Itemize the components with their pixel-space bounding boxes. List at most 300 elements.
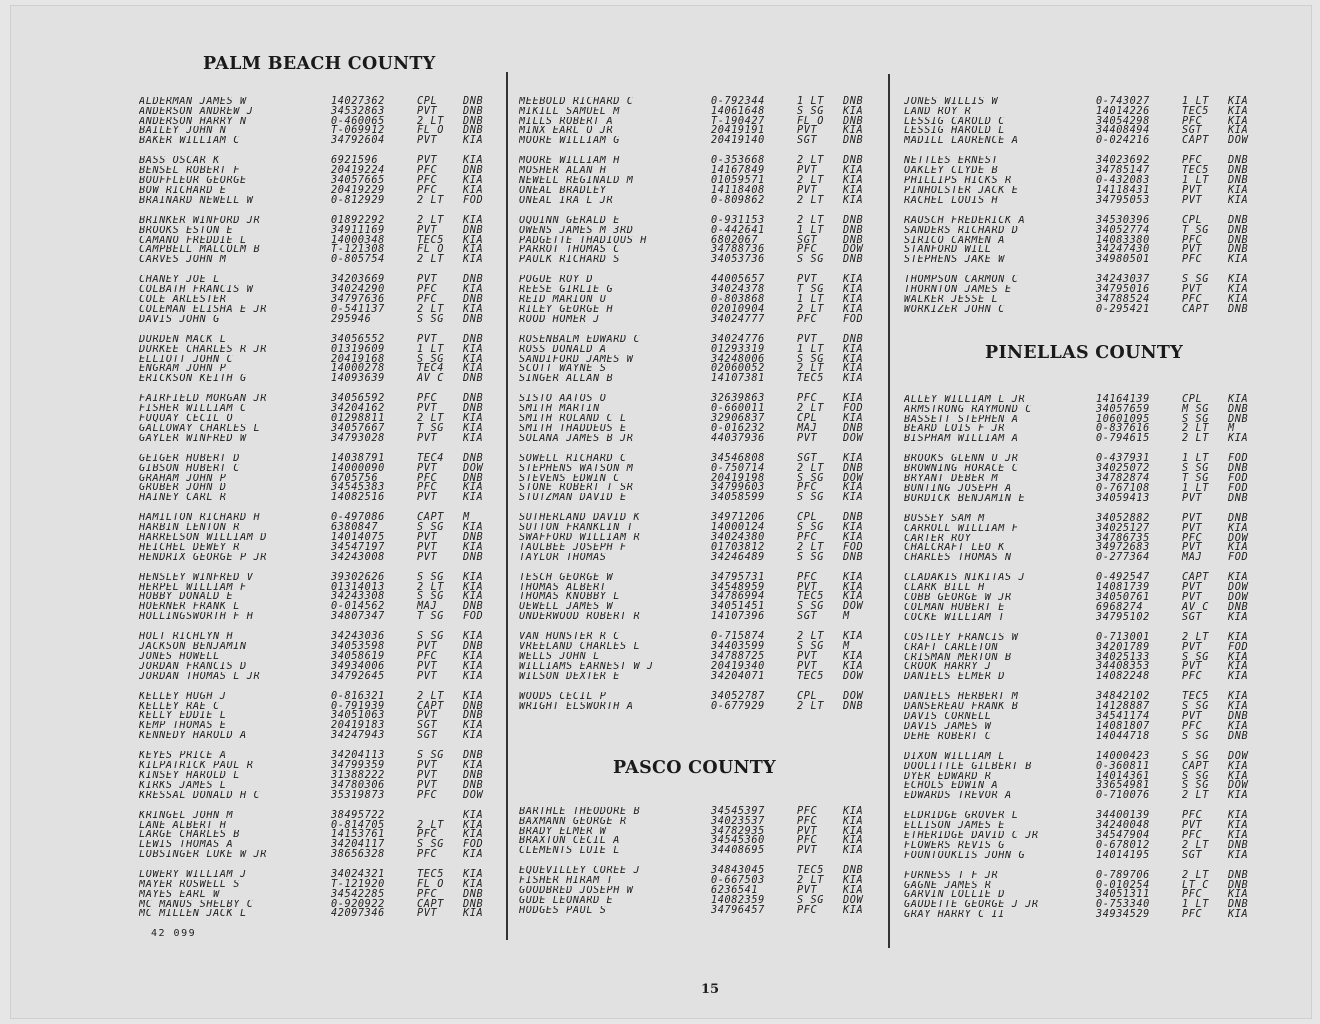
serial-number: 34059413 xyxy=(1096,492,1150,504)
status-code: KIA xyxy=(463,720,484,732)
roster-entry xyxy=(139,285,503,295)
rank: PVT xyxy=(417,155,438,167)
serial-number: 6380847 xyxy=(331,522,379,534)
status-code: DNB xyxy=(463,700,484,712)
roster-entry xyxy=(904,553,1268,563)
status-code: DNB xyxy=(463,779,484,791)
soldier-name: EDWARDS TREVOR A xyxy=(904,791,1012,801)
roster-entry xyxy=(139,414,503,424)
soldier-name: HAINEY CARL R xyxy=(139,493,227,503)
status-code: KIA xyxy=(1228,254,1249,266)
rank: PFC xyxy=(1182,155,1203,167)
status-code: DOW xyxy=(843,432,864,444)
roster-entry xyxy=(139,345,503,355)
status-code: DNB xyxy=(1228,165,1249,177)
roster-entry xyxy=(139,692,503,702)
status-code: KIA xyxy=(843,105,864,117)
rank: MAJ xyxy=(797,422,818,434)
roster-entry xyxy=(519,464,883,474)
serial-number: 0-667503 xyxy=(711,875,765,887)
palm-beach-list-column-1 xyxy=(139,97,503,930)
soldier-name: RACHEL LOUIS H xyxy=(904,195,999,206)
rank: PVT xyxy=(1182,512,1203,524)
roster-entry xyxy=(904,643,1268,653)
status-code: KIA xyxy=(463,303,484,315)
status-code: DOW xyxy=(1228,582,1249,594)
serial-number: 34052787 xyxy=(711,690,765,702)
serial-number: 34024378 xyxy=(711,284,765,296)
status-code: DNB xyxy=(463,898,484,910)
soldier-name: SMITH MARTIN xyxy=(519,404,600,415)
roster-entry xyxy=(139,315,503,325)
status-code: DNB xyxy=(843,115,864,127)
roster-entry xyxy=(519,662,883,672)
serial-number: 34051451 xyxy=(711,601,765,613)
roster-entry xyxy=(904,881,1268,891)
soldier-name: BUSSEY SAM M xyxy=(904,513,985,524)
status-code: DNB xyxy=(463,224,484,236)
status-code: DOW xyxy=(843,244,864,256)
soldier-name: SOLANA JAMES B JR xyxy=(519,433,634,444)
status-code: DNB xyxy=(1228,413,1249,425)
roster-entry xyxy=(519,97,883,107)
serial-number: 34054298 xyxy=(1096,115,1150,127)
serial-number: 0-750714 xyxy=(711,462,765,474)
soldier-name: SOWELL RICHARD C xyxy=(519,453,627,464)
serial-number: 31388222 xyxy=(331,769,385,781)
status-code: DNB xyxy=(843,462,864,474)
serial-number: 34788725 xyxy=(711,650,765,662)
serial-number: 39302626 xyxy=(331,571,385,583)
rank: 2 LT xyxy=(797,363,824,375)
roster-entry xyxy=(139,909,503,919)
serial-number: 44037936 xyxy=(711,432,765,444)
roster-entry xyxy=(904,494,1268,504)
soldier-name: KELLY EDDIE L xyxy=(139,711,227,722)
soldier-name: LANE ALBERT H xyxy=(139,820,227,831)
rank: 2 LT xyxy=(797,303,824,315)
soldier-name: WELLS JOHN L xyxy=(519,651,600,662)
roster-entry xyxy=(904,662,1268,672)
rank: CPL xyxy=(1182,394,1203,405)
soldier-name: ONEAL IRA L JR xyxy=(519,195,614,206)
roster-entry xyxy=(519,156,883,166)
rank: TEC4 xyxy=(417,452,444,464)
rank: PFC xyxy=(1182,720,1203,732)
status-code: DNB xyxy=(463,294,484,306)
serial-number: 34799359 xyxy=(331,760,385,772)
soldier-name: MILLS ROBERT A xyxy=(519,116,614,127)
rank: TEC4 xyxy=(417,363,444,375)
serial-number: 02060052 xyxy=(711,363,765,375)
rank: PVT xyxy=(417,462,438,474)
serial-number: 34796457 xyxy=(711,904,765,916)
roster-entry xyxy=(904,841,1268,851)
rank: S SG xyxy=(797,894,824,906)
soldier-name: HOBBY DONALD E xyxy=(139,592,234,603)
serial-number: 34934006 xyxy=(331,660,385,672)
roster-entry xyxy=(139,176,503,186)
soldier-name: COBB GEORGE W JR xyxy=(904,593,1012,603)
roster-entry xyxy=(139,275,503,285)
roster-entry xyxy=(139,731,503,741)
soldier-name: HOLT RICHLYN H xyxy=(139,632,234,643)
serial-number: 0-931153 xyxy=(711,214,765,226)
status-code: DNB xyxy=(843,155,864,167)
status-code: KIA xyxy=(843,303,864,315)
roster-entry xyxy=(139,236,503,246)
roster-entry xyxy=(519,404,883,414)
soldier-name: ROSS DONALD A xyxy=(519,344,607,355)
status-code: KIA xyxy=(843,806,864,817)
roster-entry xyxy=(904,226,1268,236)
roster-entry xyxy=(139,335,503,345)
status-code: FOD xyxy=(1228,473,1249,485)
status-code: DNB xyxy=(1228,214,1249,226)
rank: 2 LT xyxy=(417,581,444,593)
rank: 2 LT xyxy=(417,690,444,702)
roster-entry xyxy=(904,900,1268,910)
roster-entry xyxy=(139,652,503,662)
roster-entry xyxy=(519,126,883,136)
roster-group xyxy=(519,335,883,384)
roster-group xyxy=(519,513,883,562)
serial-number: 14000348 xyxy=(331,234,385,246)
roster-entry xyxy=(139,493,503,503)
roster-entry xyxy=(519,807,883,817)
serial-number: 14107396 xyxy=(711,611,765,623)
status-code: KIA xyxy=(1228,115,1249,127)
rank: 2 LT xyxy=(1182,423,1209,435)
soldier-name: ARMSTRONG RAYMOND C xyxy=(904,404,1032,415)
rank: PVT xyxy=(797,333,818,345)
status-code: KIA xyxy=(1228,433,1249,445)
roster-entry xyxy=(519,394,883,404)
roster-group xyxy=(139,216,503,265)
soldier-name: EQUEVILLEY COREE J xyxy=(519,866,641,877)
roster-entry xyxy=(904,791,1268,801)
serial-number: 34247430 xyxy=(1096,244,1150,256)
soldier-name: FUQUAY CECIL O xyxy=(139,414,234,424)
status-code: KIA xyxy=(1228,631,1249,643)
soldier-name: SINGER ALLAN B xyxy=(519,374,614,384)
soldier-name: CLARK BILL H xyxy=(904,583,985,594)
status-code: DNB xyxy=(463,373,484,385)
roster-entry xyxy=(519,523,883,533)
status-code: DNB xyxy=(843,865,864,877)
roster-entry xyxy=(139,642,503,652)
serial-number: 34051063 xyxy=(331,710,385,722)
serial-number: 14153761 xyxy=(331,829,385,841)
rank: 2 LT xyxy=(797,403,824,415)
soldier-name: STEPHENS WATSON M xyxy=(519,463,634,474)
status-code: KIA xyxy=(463,343,484,355)
rank: CPL xyxy=(797,512,818,524)
serial-number: 14083380 xyxy=(1096,234,1150,246)
serial-number: 34934529 xyxy=(1096,909,1150,921)
soldier-name: GRAHAM JOHN P xyxy=(139,473,227,484)
rank: SGT xyxy=(797,611,818,623)
roster-entry xyxy=(904,196,1268,206)
soldier-name: HAMILTON RICHARD H xyxy=(139,513,261,524)
serial-number: 20419168 xyxy=(331,353,385,365)
status-code: DNB xyxy=(463,531,484,543)
roster-entry xyxy=(904,821,1268,831)
palm-beach-list-column-3 xyxy=(904,97,1268,325)
soldier-name: CLADAKIS NIKITAS J xyxy=(904,573,1026,584)
serial-number: 34785147 xyxy=(1096,165,1150,177)
serial-number: 01298811 xyxy=(331,413,385,425)
status-code: DNB xyxy=(1228,155,1249,167)
serial-number: 34793028 xyxy=(331,432,385,444)
rank: 1 LT xyxy=(1182,175,1209,187)
soldier-name: HENSLEY WINFRED V xyxy=(139,572,254,583)
rank: SGT xyxy=(417,730,438,742)
roster-entry xyxy=(139,474,503,484)
roster-group xyxy=(139,811,503,860)
soldier-name: ECHOLS EDWIN A xyxy=(904,781,999,792)
soldier-name: MIKILL SAMUEL M xyxy=(519,106,621,117)
roster-entry xyxy=(904,305,1268,315)
serial-number: 34058599 xyxy=(711,492,765,504)
serial-number: 0-360811 xyxy=(1096,760,1150,772)
status-code: DOW xyxy=(463,789,484,801)
roster-entry xyxy=(904,543,1268,553)
roster-entry xyxy=(904,613,1268,623)
soldier-name: HARRELSON WILLIAM D xyxy=(139,532,267,543)
roster-group xyxy=(904,811,1268,860)
rank: PFC xyxy=(797,393,818,405)
status-code: DNB xyxy=(843,512,864,524)
roster-entry xyxy=(519,176,883,186)
rank: 2 LT xyxy=(1182,869,1209,881)
pinellas-list xyxy=(904,395,1268,930)
status-code: KIA xyxy=(843,413,864,425)
rank: 1 LT xyxy=(1182,453,1209,465)
soldier-name: GUDE LEONARD E xyxy=(519,895,614,906)
status-code: DNB xyxy=(1228,234,1249,246)
roster-entry xyxy=(519,364,883,374)
rank: PFC xyxy=(1182,294,1203,306)
status-code: KIA xyxy=(463,492,484,504)
roster-entry xyxy=(519,846,883,856)
roster-entry xyxy=(139,702,503,712)
serial-number: 34792645 xyxy=(331,670,385,682)
status-code: KIA xyxy=(463,819,484,831)
roster-group xyxy=(139,97,503,146)
soldier-name: ALDERMAN JAMES W xyxy=(139,97,247,107)
roster-entry xyxy=(139,602,503,612)
serial-number: 0-660011 xyxy=(711,403,765,415)
roster-entry xyxy=(139,245,503,255)
roster-entry xyxy=(139,434,503,444)
rank: T SG xyxy=(417,611,444,623)
status-code: KIA xyxy=(843,591,864,603)
roster-entry xyxy=(904,136,1268,146)
rank: PVT xyxy=(417,769,438,781)
roster-entry xyxy=(519,315,883,325)
status-code: KIA xyxy=(843,885,864,897)
soldier-name: WOODS CECIL P xyxy=(519,691,607,702)
status-code: DNB xyxy=(1228,303,1249,315)
status-code: KIA xyxy=(843,660,864,672)
roster-entry xyxy=(519,573,883,583)
soldier-name: WALKER JESSE L xyxy=(904,295,999,305)
serial-number: 0-743027 xyxy=(1096,96,1150,107)
rank: CAPT xyxy=(417,512,444,524)
serial-number: 34024321 xyxy=(331,869,385,881)
soldier-name: MAYER ROSWELL S xyxy=(139,880,241,890)
roster-entry xyxy=(519,672,883,682)
rank: 2 LT xyxy=(417,819,444,831)
rank: CAPT xyxy=(1182,572,1209,584)
status-code: KIA xyxy=(843,522,864,534)
serial-number: 0-814705 xyxy=(331,819,385,831)
rank: PFC xyxy=(1182,889,1203,901)
serial-number: 34023537 xyxy=(711,815,765,827)
status-code: KIA xyxy=(843,571,864,583)
rank: PVT xyxy=(1182,592,1203,604)
serial-number: 0-295421 xyxy=(1096,303,1150,315)
status-code: DOW xyxy=(843,894,864,906)
roster-entry xyxy=(519,543,883,553)
roster-group xyxy=(139,513,503,562)
soldier-name: JORDAN THOMAS L JR xyxy=(139,671,261,682)
status-code: DNB xyxy=(1228,879,1249,891)
soldier-name: UEWELL JAMES W xyxy=(519,602,614,613)
rank: PVT xyxy=(417,274,438,286)
status-code: KIA xyxy=(463,244,484,256)
roster-entry xyxy=(519,592,883,602)
serial-number: 14082516 xyxy=(331,492,385,504)
roster-group xyxy=(519,97,883,146)
rank: S SG xyxy=(797,254,824,266)
roster-entry xyxy=(139,196,503,206)
status-code: DNB xyxy=(463,393,484,405)
status-code: KIA xyxy=(463,432,484,444)
roster-entry xyxy=(519,186,883,196)
status-code: KIA xyxy=(843,274,864,286)
rank: S SG xyxy=(417,571,444,583)
status-code: KIA xyxy=(1228,760,1249,772)
roster-entry xyxy=(519,216,883,226)
serial-number: 6968274 xyxy=(1096,601,1144,613)
serial-number: 14000124 xyxy=(711,522,765,534)
soldier-name: UNDERWOOD ROBERT R xyxy=(519,612,641,622)
rank: PFC xyxy=(417,393,438,405)
rank: SGT xyxy=(797,234,818,246)
serial-number: 34025133 xyxy=(1096,651,1150,663)
soldier-name: DAVIS JAMES W xyxy=(904,721,992,732)
rank: PVT xyxy=(1182,582,1203,594)
rank: AV C xyxy=(1182,601,1209,613)
status-code: M xyxy=(1228,423,1235,435)
rank: PVT xyxy=(417,403,438,415)
roster-entry xyxy=(904,573,1268,583)
roster-entry xyxy=(139,107,503,117)
status-code: KIA xyxy=(1228,829,1249,841)
rank: FL O xyxy=(417,125,444,137)
roster-entry xyxy=(139,672,503,682)
rank: TEC5 xyxy=(797,591,824,603)
status-code: DNB xyxy=(463,551,484,563)
soldier-name: DURDEN MACK L xyxy=(139,334,227,345)
serial-number: 14082359 xyxy=(711,894,765,906)
rank: PVT xyxy=(417,531,438,543)
status-code: FOD xyxy=(463,194,484,206)
rank: 2 LT xyxy=(1182,790,1209,802)
roster-entry xyxy=(519,136,883,146)
soldier-name: COLBATH FRANCIS W xyxy=(139,285,254,296)
rank: S SG xyxy=(1182,730,1209,742)
status-code: KIA xyxy=(1228,820,1249,832)
soldier-name: PARROT THOMAS C xyxy=(519,245,621,256)
soldier-name: FISHER WILLIAM C xyxy=(139,404,247,415)
serial-number: 34050761 xyxy=(1096,592,1150,604)
roster-entry xyxy=(904,593,1268,603)
soldier-name: ONEAL BRADLEY xyxy=(519,185,607,196)
serial-number: 14081739 xyxy=(1096,582,1150,594)
roster-entry xyxy=(904,216,1268,226)
status-code: KIA xyxy=(1228,661,1249,673)
roster-group xyxy=(519,866,883,915)
roster-entry xyxy=(139,890,503,900)
roster-entry xyxy=(904,295,1268,305)
roster-entry xyxy=(519,166,883,176)
rank: PFC xyxy=(417,294,438,306)
soldier-name: CHANEY JOE L xyxy=(139,275,220,286)
serial-number: 0-432083 xyxy=(1096,175,1150,187)
status-code: KIA xyxy=(463,730,484,742)
status-code: FOD xyxy=(1228,552,1249,564)
serial-number: 6705756 xyxy=(331,472,379,484)
soldier-name: BRINKER WINFORD JR xyxy=(139,215,261,226)
roster-entry xyxy=(139,632,503,642)
roster-entry xyxy=(904,633,1268,643)
soldier-name: SANDERS RICHARD D xyxy=(904,225,1019,236)
status-code: KIA xyxy=(843,165,864,177)
soldier-name: KENNEDY HAROLD A xyxy=(139,731,247,741)
status-code: KIA xyxy=(843,194,864,206)
serial-number: 34201789 xyxy=(1096,641,1150,653)
soldier-name: KIRKS JAMES L xyxy=(139,780,227,791)
serial-number: 34911169 xyxy=(331,224,385,236)
status-code: KIA xyxy=(1228,194,1249,206)
serial-number: 0-792344 xyxy=(711,96,765,107)
serial-number: 34025072 xyxy=(1096,463,1150,475)
soldier-name: ENGRAM JOHN P xyxy=(139,364,227,375)
status-code: KIA xyxy=(463,184,484,196)
rank: SGT xyxy=(1182,849,1203,861)
rank: S SG xyxy=(797,522,824,534)
roster-entry xyxy=(139,900,503,910)
soldier-name: JORDAN FRANCIS D xyxy=(139,661,247,672)
rank: 1 LT xyxy=(417,343,444,355)
serial-number: 0-353668 xyxy=(711,155,765,167)
soldier-name: TAYLOR THOMAS xyxy=(519,552,607,563)
serial-number: 34547904 xyxy=(1096,829,1150,841)
soldier-name: DOOLITTLE GILBERT B xyxy=(904,761,1032,772)
rank: PVT xyxy=(797,825,818,837)
soldier-name: HERPEL WILLIAM F xyxy=(139,582,247,593)
rank: 2 LT xyxy=(797,541,824,553)
rank: PVT xyxy=(1182,641,1203,653)
rank: PVT xyxy=(1182,661,1203,673)
rank: PVT xyxy=(417,224,438,236)
status-code: KIA xyxy=(463,541,484,553)
roster-entry xyxy=(139,840,503,850)
roster-entry xyxy=(519,474,883,484)
